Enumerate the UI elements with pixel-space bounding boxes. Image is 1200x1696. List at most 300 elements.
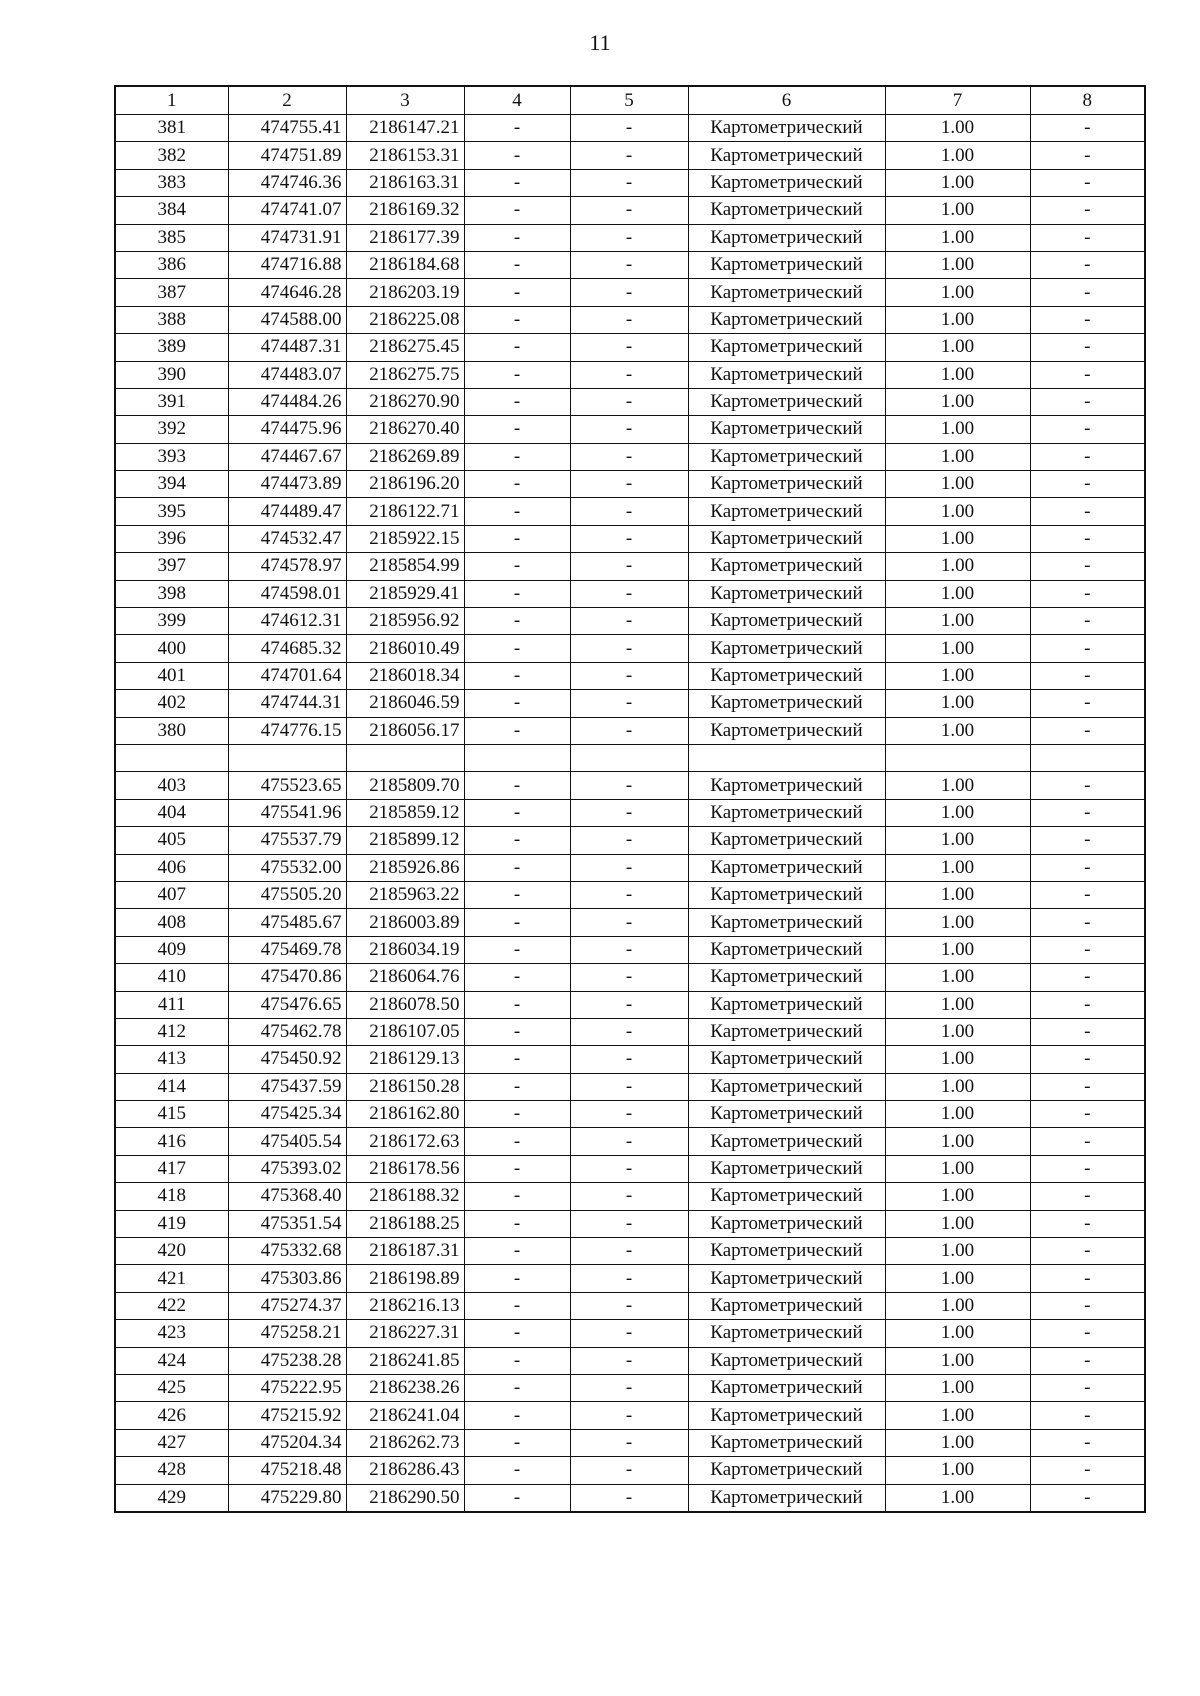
column-8-cell: -: [1030, 251, 1145, 278]
accuracy-cell: 1.00: [885, 881, 1030, 908]
x-coordinate-cell: 475238.28: [228, 1347, 346, 1374]
x-coordinate-cell: 475469.78: [228, 936, 346, 963]
method-cell: Картометрический: [688, 279, 885, 306]
point-number-cell: 403: [115, 772, 228, 799]
point-number-cell: 413: [115, 1046, 228, 1073]
point-number-cell: 390: [115, 361, 228, 388]
x-coordinate-cell: 474598.01: [228, 580, 346, 607]
y-coordinate-cell: 2186227.31: [346, 1320, 464, 1347]
column-4-cell: -: [464, 553, 570, 580]
method-cell: [688, 744, 885, 771]
y-coordinate-cell: 2186286.43: [346, 1457, 464, 1484]
point-number-cell: 421: [115, 1265, 228, 1292]
x-coordinate-cell: 474489.47: [228, 498, 346, 525]
column-8-cell: -: [1030, 1292, 1145, 1319]
column-4-cell: -: [464, 251, 570, 278]
column-4-cell: -: [464, 936, 570, 963]
y-coordinate-cell: 2186188.25: [346, 1210, 464, 1237]
column-8-cell: -: [1030, 498, 1145, 525]
x-coordinate-cell: 475505.20: [228, 881, 346, 908]
table-row: [115, 1402, 1145, 1429]
method-cell: Картометрический: [688, 1292, 885, 1319]
x-coordinate-cell: 475215.92: [228, 1402, 346, 1429]
point-number-cell: 416: [115, 1128, 228, 1155]
column-8-cell: -: [1030, 635, 1145, 662]
column-8-cell: -: [1030, 416, 1145, 443]
column-5-cell: -: [570, 690, 688, 717]
method-cell: Картометрический: [688, 197, 885, 224]
x-coordinate-cell: 475222.95: [228, 1374, 346, 1401]
x-coordinate-cell: 474716.88: [228, 251, 346, 278]
x-coordinate-cell: 475274.37: [228, 1292, 346, 1319]
method-cell: Картометрический: [688, 608, 885, 635]
column-4-cell: -: [464, 854, 570, 881]
x-coordinate-cell: 474578.97: [228, 553, 346, 580]
table-row: [115, 1238, 1145, 1265]
column-4-cell: -: [464, 1128, 570, 1155]
column-5-cell: -: [570, 799, 688, 826]
column-5-cell: -: [570, 936, 688, 963]
method-cell: Картометрический: [688, 1347, 885, 1374]
column-8-cell: -: [1030, 1457, 1145, 1484]
table-row: [115, 881, 1145, 908]
y-coordinate-cell: 2186225.08: [346, 306, 464, 333]
point-number-cell: 380: [115, 717, 228, 744]
column-4-cell: -: [464, 827, 570, 854]
column-5-cell: -: [570, 1265, 688, 1292]
column-5-cell: -: [570, 169, 688, 196]
x-coordinate-cell: 474701.64: [228, 662, 346, 689]
table-row: [115, 1320, 1145, 1347]
y-coordinate-cell: 2185859.12: [346, 799, 464, 826]
column-8-cell: -: [1030, 115, 1145, 142]
accuracy-cell: 1.00: [885, 608, 1030, 635]
column-4-cell: -: [464, 169, 570, 196]
table-row: [115, 251, 1145, 278]
column-5-cell: -: [570, 1402, 688, 1429]
column-4-cell: -: [464, 416, 570, 443]
point-number-cell: 398: [115, 580, 228, 607]
method-cell: Картометрический: [688, 1073, 885, 1100]
y-coordinate-cell: 2185854.99: [346, 553, 464, 580]
column-header: 6: [688, 86, 885, 115]
y-coordinate-cell: 2185809.70: [346, 772, 464, 799]
column-8-cell: -: [1030, 1128, 1145, 1155]
accuracy-cell: 1.00: [885, 909, 1030, 936]
table-row: [115, 1155, 1145, 1182]
table-row: [115, 279, 1145, 306]
accuracy-cell: 1.00: [885, 443, 1030, 470]
method-cell: Картометрический: [688, 1101, 885, 1128]
table-row: [115, 388, 1145, 415]
column-header: 2: [228, 86, 346, 115]
column-5-cell: -: [570, 881, 688, 908]
point-number-cell: 406: [115, 854, 228, 881]
x-coordinate-cell: 475393.02: [228, 1155, 346, 1182]
table-row: [115, 498, 1145, 525]
table-row: [115, 827, 1145, 854]
x-coordinate-cell: 475258.21: [228, 1320, 346, 1347]
column-header: 8: [1030, 86, 1145, 115]
point-number-cell: 428: [115, 1457, 228, 1484]
y-coordinate-cell: 2186163.31: [346, 169, 464, 196]
accuracy-cell: 1.00: [885, 1155, 1030, 1182]
column-4-cell: -: [464, 115, 570, 142]
accuracy-cell: 1.00: [885, 279, 1030, 306]
table-row: [115, 1073, 1145, 1100]
column-header: 1: [115, 86, 228, 115]
column-5-cell: -: [570, 580, 688, 607]
column-5-cell: -: [570, 991, 688, 1018]
y-coordinate-cell: 2186018.34: [346, 662, 464, 689]
column-4-cell: -: [464, 498, 570, 525]
accuracy-cell: 1.00: [885, 142, 1030, 169]
method-cell: Картометрический: [688, 1374, 885, 1401]
accuracy-cell: 1.00: [885, 1238, 1030, 1265]
table-row: [115, 1046, 1145, 1073]
point-number-cell: 410: [115, 964, 228, 991]
point-number-cell: 384: [115, 197, 228, 224]
y-coordinate-cell: 2186010.49: [346, 635, 464, 662]
accuracy-cell: 1.00: [885, 1128, 1030, 1155]
y-coordinate-cell: 2186162.80: [346, 1101, 464, 1128]
y-coordinate-cell: 2185963.22: [346, 881, 464, 908]
point-number-cell: 387: [115, 279, 228, 306]
point-number-cell: 419: [115, 1210, 228, 1237]
column-4-cell: -: [464, 1265, 570, 1292]
x-coordinate-cell: 475368.40: [228, 1183, 346, 1210]
column-4-cell: -: [464, 306, 570, 333]
table-row: [115, 1210, 1145, 1237]
column-5-cell: -: [570, 334, 688, 361]
column-5-cell: -: [570, 1238, 688, 1265]
column-4-cell: -: [464, 1073, 570, 1100]
column-4-cell: -: [464, 1155, 570, 1182]
table-row: [115, 909, 1145, 936]
column-4-cell: -: [464, 690, 570, 717]
accuracy-cell: 1.00: [885, 635, 1030, 662]
point-number-cell: 397: [115, 553, 228, 580]
point-number-cell: 408: [115, 909, 228, 936]
point-number-cell: 409: [115, 936, 228, 963]
column-5-cell: -: [570, 1484, 688, 1512]
y-coordinate-cell: 2186203.19: [346, 279, 464, 306]
y-coordinate-cell: 2186172.63: [346, 1128, 464, 1155]
y-coordinate-cell: 2186122.71: [346, 498, 464, 525]
x-coordinate-cell: 475437.59: [228, 1073, 346, 1100]
column-5-cell: -: [570, 827, 688, 854]
accuracy-cell: 1.00: [885, 525, 1030, 552]
table-row: [115, 662, 1145, 689]
column-8-cell: -: [1030, 1183, 1145, 1210]
column-4-cell: [464, 744, 570, 771]
column-8-cell: -: [1030, 1402, 1145, 1429]
method-cell: Картометрический: [688, 471, 885, 498]
accuracy-cell: 1.00: [885, 416, 1030, 443]
y-coordinate-cell: 2186270.90: [346, 388, 464, 415]
method-cell: Картометрический: [688, 1238, 885, 1265]
y-coordinate-cell: 2186184.68: [346, 251, 464, 278]
method-cell: Картометрический: [688, 1457, 885, 1484]
point-number-cell: 396: [115, 525, 228, 552]
method-cell: Картометрический: [688, 1320, 885, 1347]
accuracy-cell: 1.00: [885, 361, 1030, 388]
x-coordinate-cell: 475485.67: [228, 909, 346, 936]
column-4-cell: -: [464, 1402, 570, 1429]
point-number-cell: 418: [115, 1183, 228, 1210]
column-8-cell: -: [1030, 1210, 1145, 1237]
column-8-cell: -: [1030, 1155, 1145, 1182]
method-cell: Картометрический: [688, 142, 885, 169]
x-coordinate-cell: 475218.48: [228, 1457, 346, 1484]
accuracy-cell: 1.00: [885, 1292, 1030, 1319]
x-coordinate-cell: 474685.32: [228, 635, 346, 662]
column-8-cell: -: [1030, 881, 1145, 908]
column-8-cell: -: [1030, 608, 1145, 635]
column-5-cell: -: [570, 1210, 688, 1237]
point-number-cell: 385: [115, 224, 228, 251]
column-5-cell: -: [570, 1128, 688, 1155]
method-cell: Картометрический: [688, 306, 885, 333]
table-row: [115, 744, 1145, 771]
method-cell: Картометрический: [688, 827, 885, 854]
y-coordinate-cell: 2186147.21: [346, 115, 464, 142]
column-5-cell: -: [570, 1320, 688, 1347]
y-coordinate-cell: 2186046.59: [346, 690, 464, 717]
y-coordinate-cell: 2186269.89: [346, 443, 464, 470]
accuracy-cell: 1.00: [885, 197, 1030, 224]
column-4-cell: -: [464, 224, 570, 251]
x-coordinate-cell: 475229.80: [228, 1484, 346, 1512]
column-8-cell: -: [1030, 1320, 1145, 1347]
accuracy-cell: 1.00: [885, 799, 1030, 826]
method-cell: Картометрический: [688, 662, 885, 689]
method-cell: Картометрический: [688, 580, 885, 607]
method-cell: Картометрический: [688, 1183, 885, 1210]
accuracy-cell: 1.00: [885, 388, 1030, 415]
column-8-cell: -: [1030, 1484, 1145, 1512]
column-5-cell: -: [570, 1374, 688, 1401]
x-coordinate-cell: 475537.79: [228, 827, 346, 854]
x-coordinate-cell: 474612.31: [228, 608, 346, 635]
column-4-cell: -: [464, 1018, 570, 1045]
point-number-cell: 429: [115, 1484, 228, 1512]
x-coordinate-cell: 474744.31: [228, 690, 346, 717]
method-cell: Картометрический: [688, 799, 885, 826]
table-row: [115, 1128, 1145, 1155]
x-coordinate-cell: 475532.00: [228, 854, 346, 881]
column-5-cell: -: [570, 635, 688, 662]
column-4-cell: -: [464, 1238, 570, 1265]
column-8-cell: -: [1030, 361, 1145, 388]
column-5-cell: -: [570, 1018, 688, 1045]
accuracy-cell: 1.00: [885, 1374, 1030, 1401]
table-row: [115, 635, 1145, 662]
y-coordinate-cell: 2186270.40: [346, 416, 464, 443]
table-row: [115, 991, 1145, 1018]
column-4-cell: -: [464, 443, 570, 470]
method-cell: Картометрический: [688, 936, 885, 963]
point-number-cell: 404: [115, 799, 228, 826]
method-cell: Картометрический: [688, 1402, 885, 1429]
column-header: 3: [346, 86, 464, 115]
column-4-cell: -: [464, 1210, 570, 1237]
y-coordinate-cell: 2186187.31: [346, 1238, 464, 1265]
column-8-cell: -: [1030, 991, 1145, 1018]
column-8-cell: -: [1030, 1374, 1145, 1401]
y-coordinate-cell: [346, 744, 464, 771]
column-8-cell: -: [1030, 772, 1145, 799]
method-cell: Картометрический: [688, 361, 885, 388]
column-4-cell: -: [464, 580, 570, 607]
table-row: [115, 443, 1145, 470]
column-8-cell: -: [1030, 662, 1145, 689]
x-coordinate-cell: 475351.54: [228, 1210, 346, 1237]
column-4-cell: -: [464, 991, 570, 1018]
x-coordinate-cell: 474467.67: [228, 443, 346, 470]
y-coordinate-cell: 2186262.73: [346, 1429, 464, 1456]
accuracy-cell: 1.00: [885, 1101, 1030, 1128]
point-number-cell: 382: [115, 142, 228, 169]
accuracy-cell: 1.00: [885, 717, 1030, 744]
table-row: [115, 334, 1145, 361]
column-4-cell: -: [464, 142, 570, 169]
y-coordinate-cell: 2186241.04: [346, 1402, 464, 1429]
column-5-cell: -: [570, 142, 688, 169]
point-number-cell: 388: [115, 306, 228, 333]
column-8-cell: -: [1030, 717, 1145, 744]
y-coordinate-cell: 2185929.41: [346, 580, 464, 607]
column-5-cell: -: [570, 1101, 688, 1128]
column-8-cell: -: [1030, 799, 1145, 826]
point-number-cell: 407: [115, 881, 228, 908]
y-coordinate-cell: 2186129.13: [346, 1046, 464, 1073]
column-4-cell: -: [464, 1292, 570, 1319]
method-cell: Картометрический: [688, 881, 885, 908]
column-8-cell: -: [1030, 909, 1145, 936]
x-coordinate-cell: 475332.68: [228, 1238, 346, 1265]
point-number-cell: 423: [115, 1320, 228, 1347]
y-coordinate-cell: 2186078.50: [346, 991, 464, 1018]
accuracy-cell: 1.00: [885, 772, 1030, 799]
x-coordinate-cell: 474776.15: [228, 717, 346, 744]
column-4-cell: -: [464, 717, 570, 744]
table-row: [115, 799, 1145, 826]
x-coordinate-cell: 475523.65: [228, 772, 346, 799]
accuracy-cell: 1.00: [885, 1265, 1030, 1292]
x-coordinate-cell: 474473.89: [228, 471, 346, 498]
table-row: [115, 964, 1145, 991]
table-row: [115, 471, 1145, 498]
column-5-cell: -: [570, 772, 688, 799]
y-coordinate-cell: 2186275.75: [346, 361, 464, 388]
accuracy-cell: 1.00: [885, 936, 1030, 963]
point-number-cell: 391: [115, 388, 228, 415]
table-row: [115, 197, 1145, 224]
table-row: [115, 690, 1145, 717]
column-8-cell: -: [1030, 690, 1145, 717]
method-cell: Картометрический: [688, 334, 885, 361]
column-5-cell: -: [570, 1183, 688, 1210]
column-4-cell: -: [464, 964, 570, 991]
table-row: [115, 608, 1145, 635]
y-coordinate-cell: 2186241.85: [346, 1347, 464, 1374]
x-coordinate-cell: 474588.00: [228, 306, 346, 333]
y-coordinate-cell: 2186178.56: [346, 1155, 464, 1182]
accuracy-cell: 1.00: [885, 1046, 1030, 1073]
table-row: [115, 306, 1145, 333]
column-4-cell: -: [464, 525, 570, 552]
column-4-cell: -: [464, 1183, 570, 1210]
accuracy-cell: 1.00: [885, 1429, 1030, 1456]
column-8-cell: -: [1030, 827, 1145, 854]
method-cell: Картометрический: [688, 717, 885, 744]
column-4-cell: -: [464, 909, 570, 936]
point-number-cell: 414: [115, 1073, 228, 1100]
point-number-cell: 383: [115, 169, 228, 196]
column-4-cell: -: [464, 881, 570, 908]
accuracy-cell: 1.00: [885, 854, 1030, 881]
column-8-cell: -: [1030, 224, 1145, 251]
column-8-cell: -: [1030, 553, 1145, 580]
column-5-cell: -: [570, 279, 688, 306]
table-row: [115, 142, 1145, 169]
column-4-cell: -: [464, 799, 570, 826]
column-4-cell: -: [464, 662, 570, 689]
method-cell: Картометрический: [688, 224, 885, 251]
table-row: [115, 361, 1145, 388]
table-row: [115, 1183, 1145, 1210]
accuracy-cell: 1.00: [885, 1183, 1030, 1210]
column-5-cell: -: [570, 1073, 688, 1100]
table-row: [115, 1347, 1145, 1374]
accuracy-cell: 1.00: [885, 1018, 1030, 1045]
table-row: [115, 1374, 1145, 1401]
y-coordinate-cell: 2186177.39: [346, 224, 464, 251]
column-5-cell: -: [570, 525, 688, 552]
y-coordinate-cell: 2186107.05: [346, 1018, 464, 1045]
method-cell: Картометрический: [688, 416, 885, 443]
x-coordinate-cell: 475541.96: [228, 799, 346, 826]
method-cell: Картометрический: [688, 1265, 885, 1292]
column-4-cell: -: [464, 1347, 570, 1374]
x-coordinate-cell: 475303.86: [228, 1265, 346, 1292]
method-cell: Картометрический: [688, 854, 885, 881]
column-4-cell: -: [464, 1046, 570, 1073]
method-cell: Картометрический: [688, 443, 885, 470]
column-5-cell: -: [570, 197, 688, 224]
column-5-cell: -: [570, 471, 688, 498]
accuracy-cell: 1.00: [885, 1073, 1030, 1100]
accuracy-cell: 1.00: [885, 306, 1030, 333]
method-cell: Картометрический: [688, 251, 885, 278]
point-number-cell: 402: [115, 690, 228, 717]
point-number-cell: 392: [115, 416, 228, 443]
y-coordinate-cell: 2186216.13: [346, 1292, 464, 1319]
accuracy-cell: 1.00: [885, 580, 1030, 607]
column-header: 4: [464, 86, 570, 115]
column-4-cell: -: [464, 197, 570, 224]
point-number-cell: 405: [115, 827, 228, 854]
x-coordinate-cell: [228, 744, 346, 771]
point-number-cell: [115, 744, 228, 771]
y-coordinate-cell: 2186150.28: [346, 1073, 464, 1100]
column-4-cell: -: [464, 1101, 570, 1128]
column-5-cell: -: [570, 306, 688, 333]
y-coordinate-cell: 2186169.32: [346, 197, 464, 224]
method-cell: Картометрический: [688, 1018, 885, 1045]
point-number-cell: 425: [115, 1374, 228, 1401]
